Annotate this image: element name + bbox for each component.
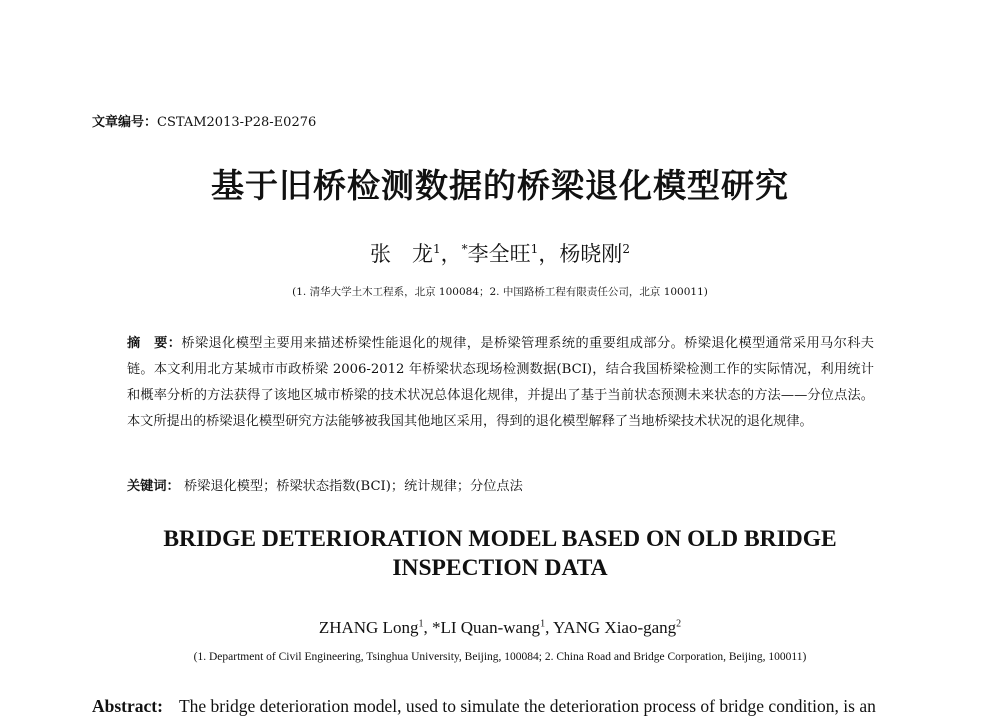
chinese-affiliation: (1. 清华大学土木工程系，北京 100084；2. 中国路桥工程有限责任公司，北京 100011) (292, 286, 708, 298)
en-title-line-2: INSPECTION DATA (392, 555, 608, 581)
chinese-authors: 张 龙$^1$，*李全旺$^1$，杨晓刚$^2$ (370, 242, 630, 266)
cn-author-1: 张 龙$^1$ (370, 242, 441, 266)
en-author-3: YANG Xiao-gang$^2$ (552, 618, 682, 637)
cn-author-3: 杨晓刚$^2$ (559, 242, 630, 266)
article-number (92, 111, 316, 130)
english-affiliation: (1. Department of Civil Engineering, Tsinghua University, Beijing, 100084; 2. China Road and Bridge Corporation, Beijing, 100011) (193, 651, 807, 663)
cn-keywords-label: 关键词： (127, 479, 180, 494)
english-title (0, 525, 1000, 583)
en-title-line-1: BRIDGE DETERIORATION MODEL BASED ON OLD BRIDGE (163, 526, 837, 552)
cn-abstract-text: 桥梁退化模型主要用来描述桥梁性能退化的规律，是桥梁管理系统的重要组成部分。桥梁退化模型通常采用马尔科夫链。本文利用北方某城市市政桥梁 2006-2012 年桥梁状态现场检测数据(BCI)，结合我国桥梁检测工作的实际情况，利用统计和概率分析的方法获得了该地区城市桥梁的技术状况总体退化规律，并提出了基于当前状态预测未来状态的方法——分位点法。本文所提出的桥梁退化模型研究方法能够被我国其他地区采用，得到的退化模型解释了当地桥梁技术状况的退化规律。 (127, 336, 874, 429)
cn-keywords-text: 桥梁退化模型；桥梁状态指数(BCI)；统计规律；分位点法 (183, 479, 523, 494)
en-abstract-text: The bridge deterioration model, used to simulate the deterioration process of bridge condition, is an (178, 696, 876, 716)
en-abstract-label: Abstract: (92, 696, 163, 716)
chinese-keywords (127, 475, 523, 494)
chinese-abstract (127, 331, 874, 435)
en-author-1: ZHANG Long$^1$ (318, 618, 424, 637)
en-author-2: *LI Quan-wang$^1$ (431, 618, 546, 637)
article-number-value: CSTAM2013-P28-E0276 (157, 115, 317, 130)
cn-author-2: *李全旺$^1$ (461, 242, 539, 266)
article-number-label: 文章编号： (92, 115, 158, 130)
cn-abstract-label: 摘 要： (127, 336, 182, 351)
chinese-title: 基于旧桥检测数据的桥梁退化模型研究 (211, 166, 789, 205)
english-abstract (92, 696, 922, 717)
english-authors: ZHANG Long$^1$, *LI Quan-wang$^1$, YANG Xiao-gang$^2$ (318, 618, 682, 637)
